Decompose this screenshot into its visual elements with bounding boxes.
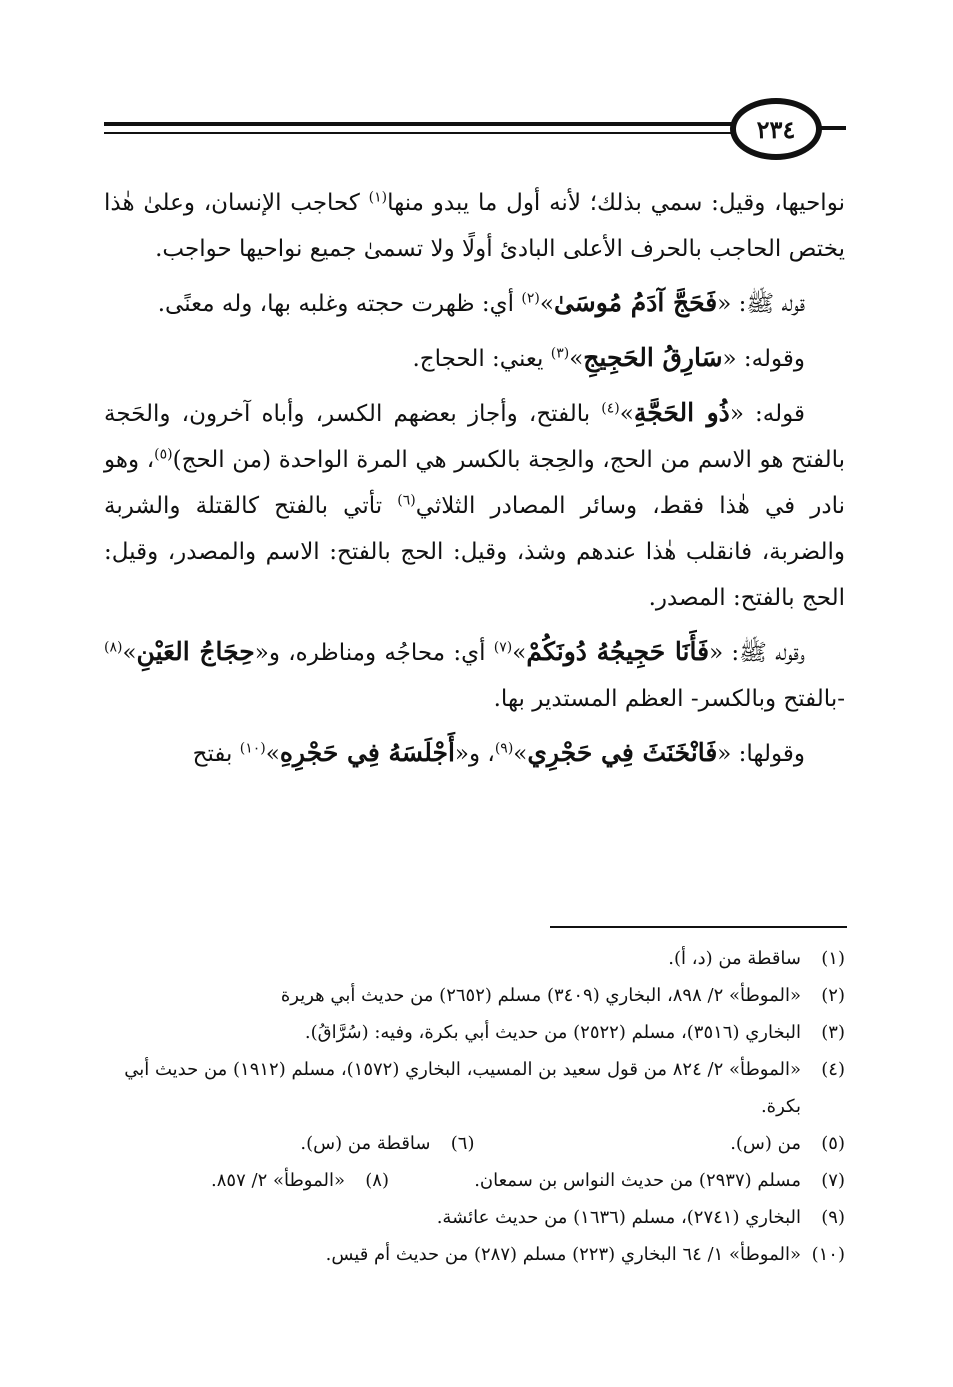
footnote-text: ساقطة من (د، أ). bbox=[668, 948, 801, 969]
footnote-item bbox=[104, 1125, 475, 1162]
footnote-item bbox=[104, 1051, 845, 1125]
footnote-ref-9: (٩) bbox=[494, 740, 514, 757]
footnote-item bbox=[104, 977, 845, 1014]
footnote-text: من (س). bbox=[730, 1133, 801, 1154]
footnote-text: «الموطأ» ٢/ ٨٥٧. bbox=[211, 1170, 345, 1191]
footnote-ref-5: (٥) bbox=[154, 446, 173, 463]
footnote-item bbox=[104, 940, 845, 977]
footnotes bbox=[104, 940, 845, 1273]
footnote-ref-1: (١) bbox=[368, 189, 388, 206]
footnote-ref-7: (٧) bbox=[493, 639, 513, 656]
footnote-number: (٧) bbox=[821, 1170, 845, 1191]
footnote-number: (٦) bbox=[450, 1133, 475, 1154]
quote: فَانْخَنَثَ فِي حَجْرِي bbox=[527, 738, 718, 767]
quote: حِجَاجُ العَيْنِ bbox=[136, 637, 255, 666]
paragraph-2: قوله ﷺ: «فَحَجَّ آدَمُ مُوسَىٰ»$^{(٢)}$ أي: ظهرت حجته وغلبه بها، وله معنًى. bbox=[157, 288, 805, 317]
footnote-number: (١٠) bbox=[811, 1244, 845, 1265]
footnote-ref-2: (٢) bbox=[521, 290, 540, 307]
paragraph-5: وقوله ﷺ: «فَأَنَا حَجِيجُهُ دُونَكُمْ»$^{(٧)}$ أي: محاجُه ومناظره، و«حِجَاجُ العَيْنِ»$^{(٨)}$ -بالفتح وبالكسر- العظم المستدير بها. bbox=[104, 637, 845, 712]
footnote-text: ساقطة من (س). bbox=[300, 1133, 431, 1154]
page-number-badge bbox=[730, 98, 822, 160]
footnote-row bbox=[104, 1125, 845, 1162]
paragraph-6: وقولها: «فَانْخَنَثَ فِي حَجْرِي»$^{(٩)}$، و«أَجْلَسَهُ فِي حَجْرِهِ»$^{(١٠)}$ بفتح bbox=[192, 738, 805, 767]
header-rule-right bbox=[820, 126, 846, 130]
footnote-item bbox=[104, 1199, 845, 1236]
footnote-ref-10: (١٠) bbox=[239, 740, 266, 757]
footnote-text: «الموطأ» ٢/ ٨٢٤ من قول سعيد بن المسيب، البخاري (١٥٧٢)، مسلم (١٩١٢) من حديث أبي بكرة. bbox=[124, 1059, 801, 1117]
footnote-text: «الموطأ» ١/ ٦٤ البخاري (٢٢٣) مسلم (٢٨٧) من حديث أم قيس. bbox=[325, 1244, 801, 1265]
footnote-separator bbox=[550, 926, 847, 928]
footnote-item bbox=[104, 1014, 845, 1051]
footnote-number: (٣) bbox=[821, 1022, 845, 1043]
footnote-number: (٤) bbox=[821, 1059, 845, 1080]
footnote-number: (٨) bbox=[365, 1170, 389, 1191]
footnote-ref-3: (٣) bbox=[550, 345, 570, 362]
footnote-ref-8: (٨) bbox=[104, 639, 123, 656]
footnote-item bbox=[475, 1125, 846, 1162]
paragraph-4: قوله: «ذُو الحَجَّةِ»$^{(٤)}$ بالفتح، وأجاز بعضهم الكسر، وأباه آخرون، والحَجة بالفتح هو الاسم من الحج، والحِجة بالكسر هي المرة الواحدة (من الحج)$^{(٥)}$، وهو نادر في هٰذا فقط، وسائر المصادر الثلاثي$^{(٦)}$ تأتي بالفتح كالقتلة والشربة والضربة، فانقلب هٰذا عندهم وشذ، وقيل: الحج بالفتح: الاسم والمصدر، وقيل: الحج بالفتح: المصدر. bbox=[104, 398, 846, 611]
footnote-number: (٢) bbox=[821, 985, 845, 1006]
quote: سَارِقُ الحَجِيجِ bbox=[583, 343, 723, 372]
footnote-number: (٥) bbox=[821, 1133, 845, 1154]
footnote-number: (٩) bbox=[821, 1207, 845, 1228]
footnote-text: «الموطأ» ٢/ ٨٩٨، البخاري (٣٤٠٩) مسلم (٢٦٥٢) من حديث أبي هريرة bbox=[280, 985, 801, 1006]
footnote-item bbox=[104, 1162, 389, 1199]
paragraph-1: نواحيها، وقيل: سمي بذلك؛ لأنه أول ما يبدو منها$^{(١)}$ كحاجب الإنسان، وعلىٰ هٰذا يختص الحاجب بالحرف الأعلى البادئ أولًا ولا تسمىٰ جميع نواحيها حواجب. bbox=[104, 189, 845, 262]
quote: أَجْلَسَهُ فِي حَجْرِهِ bbox=[279, 738, 455, 767]
quote: فَأَنَا حَجِيجُهُ دُونَكُمْ bbox=[526, 637, 710, 666]
header-rule-top bbox=[104, 122, 734, 126]
footnote-row bbox=[104, 1162, 845, 1199]
main-text bbox=[104, 180, 845, 785]
footnote-text: مسلم (٢٩٣٧) من حديث النواس بن سمعان. bbox=[474, 1170, 801, 1191]
footnote-item bbox=[389, 1162, 845, 1199]
footnote-text: البخاري (٣٥١٦)، مسلم (٢٥٢٢) من حديث أبي بكرة، وفيه: (سُرَّاقُ). bbox=[304, 1022, 801, 1043]
footnote-text: البخاري (٢٧٤١)، مسلم (١٦٣٦) من حديث عائشة. bbox=[436, 1207, 801, 1228]
quote: فَحَجَّ آدَمُ مُوسَىٰ bbox=[553, 288, 718, 317]
paragraph-3: وقوله: «سَارِقُ الحَجِيجِ»$^{(٣)}$ يعني: الحجاج. bbox=[412, 343, 805, 372]
footnote-item bbox=[104, 1236, 845, 1273]
quote: ذُو الحَجَّةِ bbox=[633, 398, 730, 427]
header-rule-bottom bbox=[104, 132, 734, 134]
page-number: ٢٣٤ bbox=[756, 114, 796, 144]
footnote-number: (١) bbox=[821, 948, 845, 969]
footnote-ref-6: (٦) bbox=[397, 492, 416, 509]
footnote-ref-4: (٤) bbox=[601, 400, 620, 417]
